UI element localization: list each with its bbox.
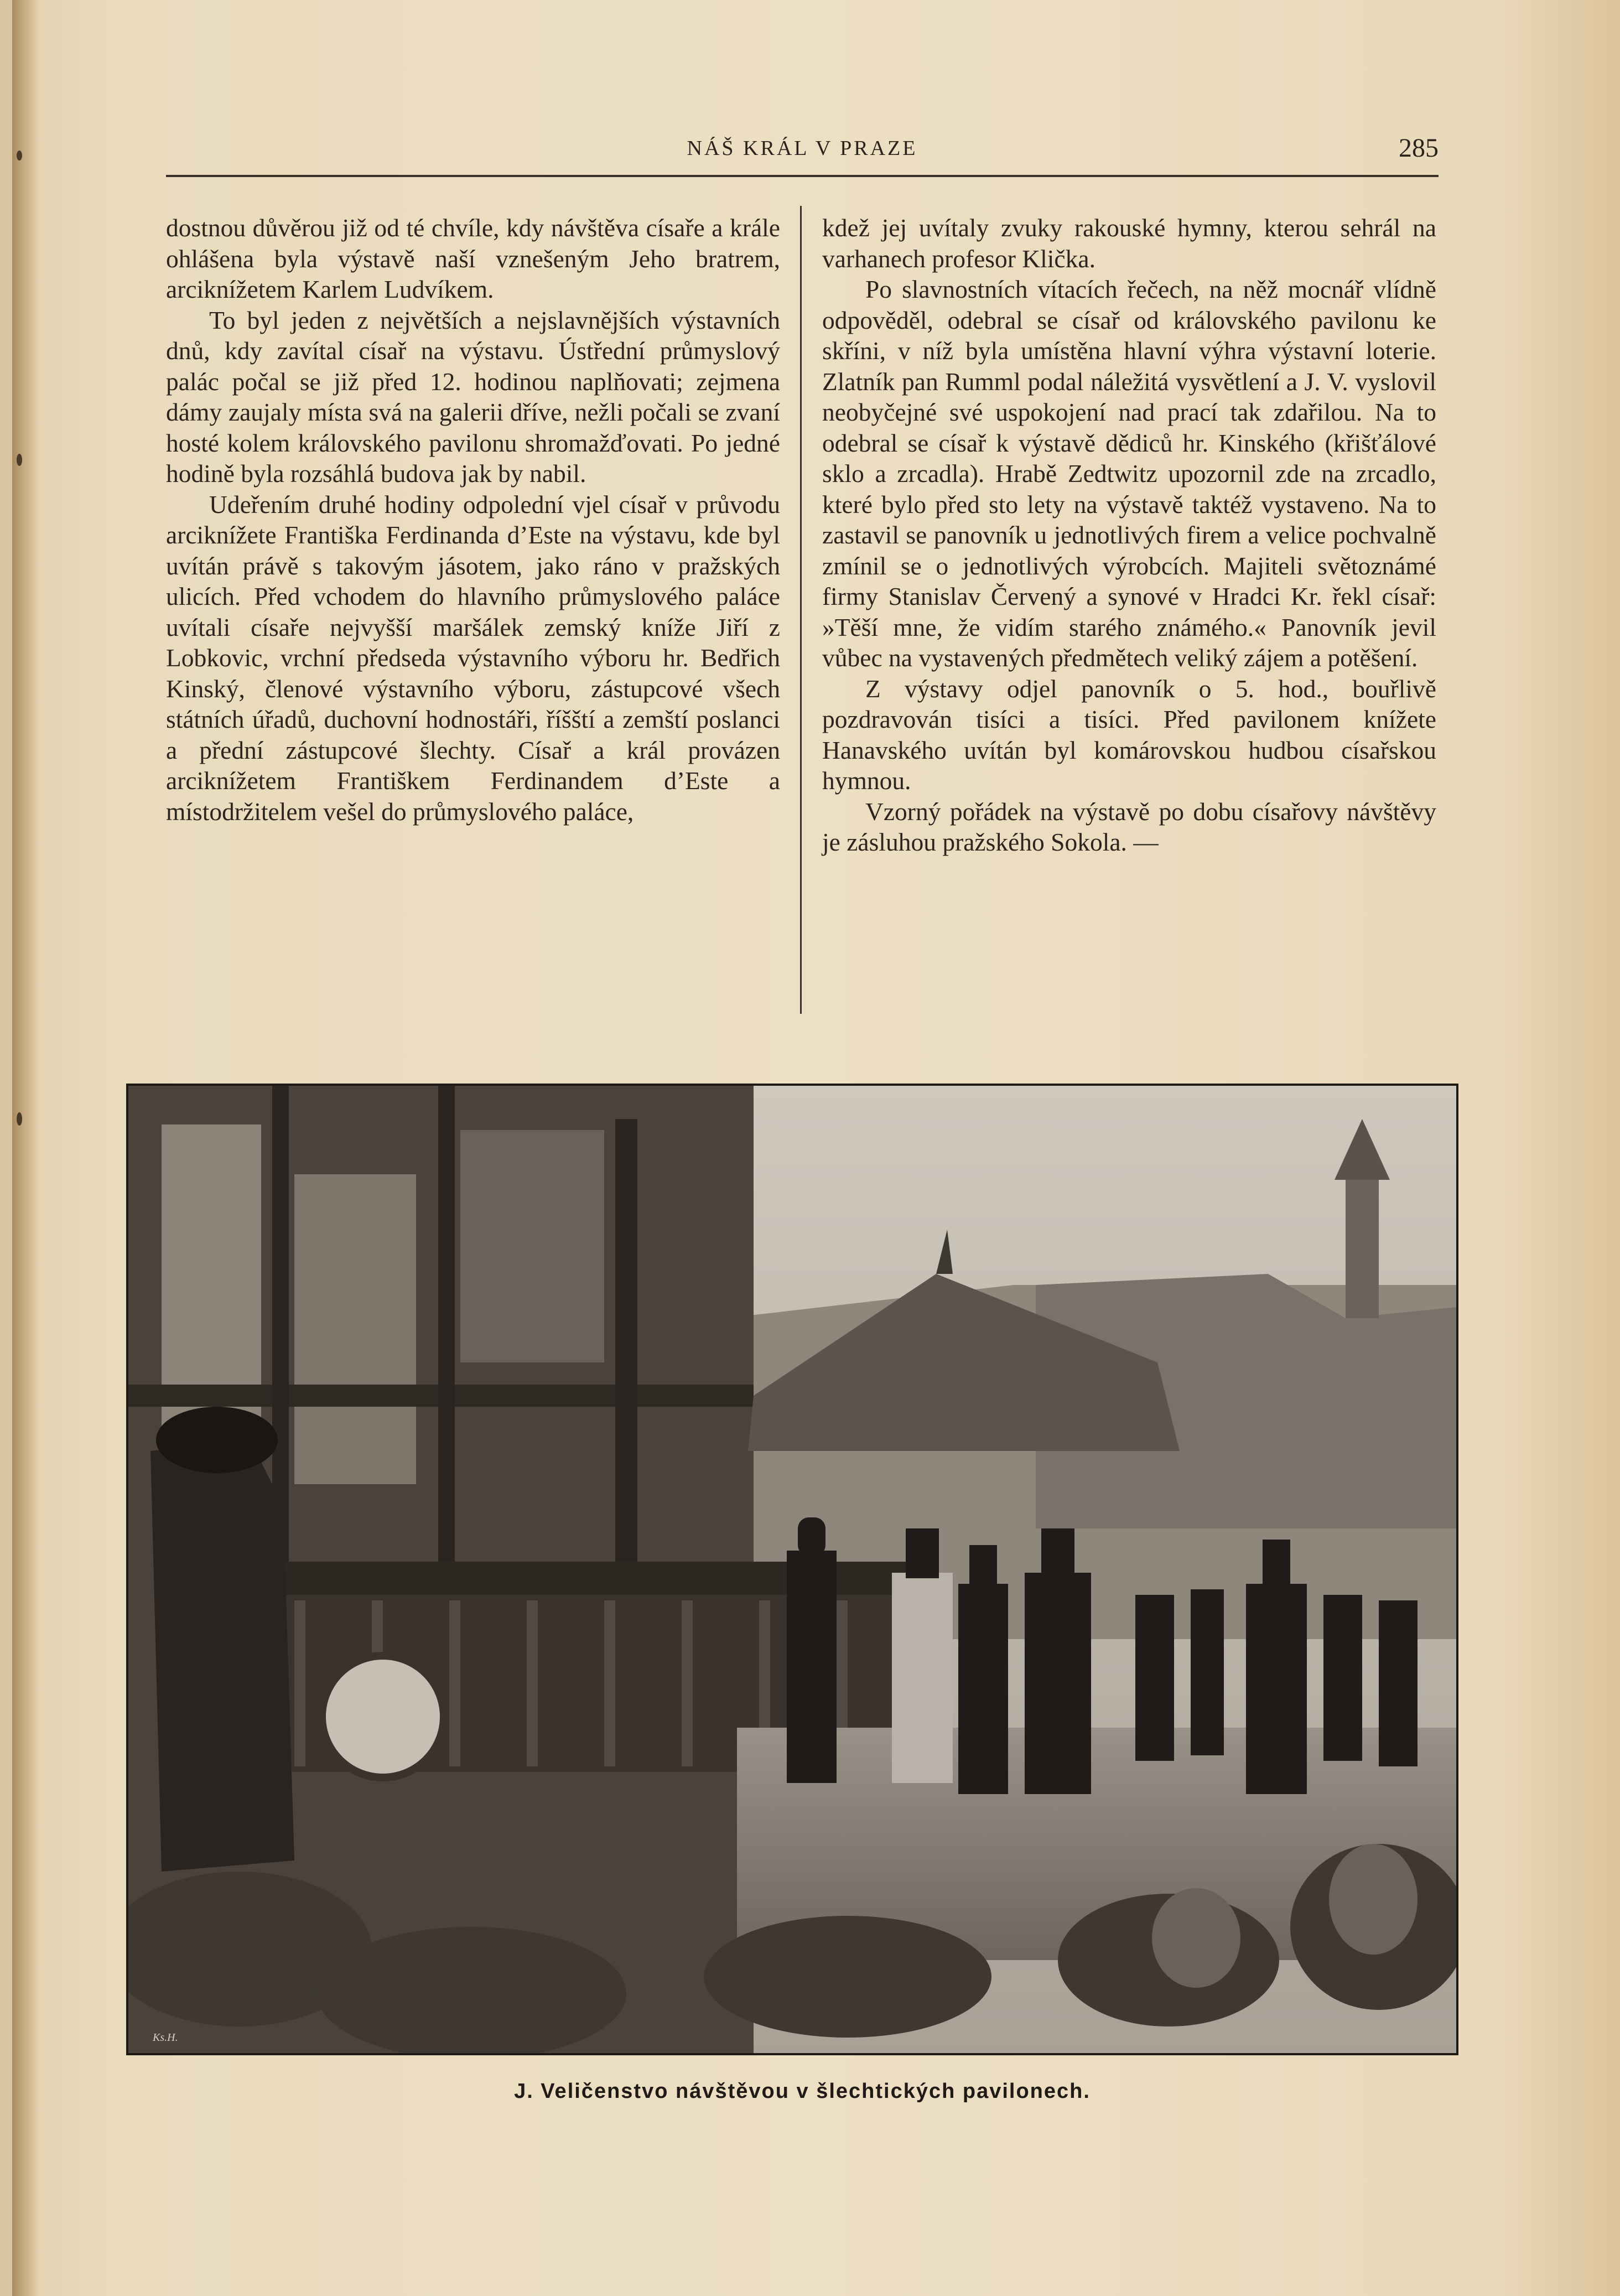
column-rule — [800, 206, 802, 1014]
page-number: 285 — [1399, 133, 1439, 163]
paragraph: Vzorný pořádek na výstavě po dobu císařovy návštěvy je zásluhou pražského Sokola. — — [822, 797, 1436, 856]
paragraph: Z výstavy odjel panovník o 5. hod., bouřlivě pozdravován tisíci a tisíci. Před pavilonem knížete Hanavského uvítán byl komárovskou hudbou císařskou hymnou. — [822, 674, 1436, 795]
ink-spot — [17, 151, 22, 160]
photo-caption: J. Veličenstvo návštěvou v šlechtických pavilonech. — [514, 2080, 1091, 2103]
binding-edge — [12, 0, 39, 2296]
paragraph: dostnou důvěrou již od té chvíle, kdy návštěva císaře a krále ohlášena byla výstavě naší vznešeným Jeho bratrem, arciknížetem Karlem Ludvíkem. — [166, 214, 780, 303]
paragraph: kdež jej uvítaly zvuky rakouské hymny, kterou sehrál na varhanech profesor Klička. — [822, 214, 1436, 273]
photographer-signature: Ks.H. — [153, 2031, 178, 2044]
ink-spot — [17, 454, 22, 466]
right-column — [822, 213, 1436, 858]
paragraph: Po slavnostních vítacích řečech, na něž mocnář vlídně odpověděl, odebral se císař od královského pavilonu ke skříni, v níž byla umístěna hlavní výhra výstavní loterie. Zlatník pan Rumml podal náležitá vysvětlení a J. V. vyslovil neobyčejné své uspokojení nad prací tak zdařilou. Na to odebral se císař k výstavě dědiců hr. Kinského (křišťálové sklo a zrcadla). Hrabě Zedtwitz upozornil zde na zrcadlo, které bylo před sto lety na výstavě taktéž vystaveno. Na to zastavil se panovník u jednotlivých firem a velice pochvalně zmínil se o jednotlivých výrobcích. Majiteli světoznámé firmy Stanislav Červený a synové v Hradci Kr. řekl císař: »Těší mne, že vidím starého známého.« Panovník jevil vůbec na vystavených předmětech veliký zájem a potěšení. — [822, 275, 1436, 672]
paragraph: To byl jeden z největších a nejslavnějších výstavních dnů, kdy zavítal císař na výstavu. Ústřední průmyslový palác počal se již před 12. hodinou naplňovati; zejmena dámy zaujaly místa svá na galerii dříve, nežli počali se zvaní hosté kolem královského pavilonu shromažďovati. Po jedné hodině byla rozsáhlá budova jak by nabil. — [166, 305, 780, 488]
ink-spot — [17, 1112, 22, 1126]
page-header — [166, 131, 1439, 177]
left-column — [166, 213, 780, 827]
photo-illustration — [128, 1086, 1456, 2053]
photograph — [126, 1084, 1458, 2055]
paragraph: Udeřením druhé hodiny odpolední vjel císař v průvodu arciknížete Františka Ferdinanda d’Este na výstavu, kde byl uvítán právě s takovým jásotem, jako ráno v pražských ulicích. Před vchodem do hlavního průmyslového paláce uvítali císaře nejvyšší maršálek zemský kníže Jiří z Lobkovic, vrchní předseda výstavního výboru hr. Bedřich Kinský, členové výstavního výboru, zástupcové všech státních úřadů, duchovní hodnostáři, říšští a zemští poslanci a přední zástupcové šlechty. Císař a král provázen arciknížetem Františkem Ferdinandem d’Este a místodržitelem vešel do průmyslového paláce, — [166, 490, 780, 826]
running-head: NÁŠ KRÁL V PRAZE — [687, 137, 918, 160]
